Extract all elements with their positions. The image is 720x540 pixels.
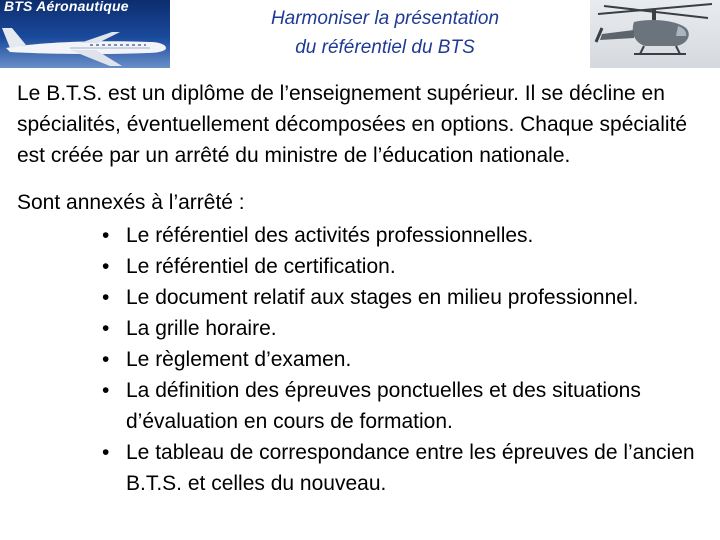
bullet-icon: • xyxy=(102,379,110,402)
list-item: • Le document relatif aux stages en milieu professionnel. xyxy=(102,282,712,313)
logo-tag: BTS Aéronautique xyxy=(4,0,129,14)
bts-aeronautique-logo xyxy=(0,0,170,68)
slide-title xyxy=(185,4,585,62)
bullet-icon: • xyxy=(102,224,110,247)
bullet-icon: • xyxy=(102,255,110,278)
annex-intro: Sont annexés à l’arrêté : xyxy=(17,191,245,214)
list-item: • Le référentiel des activités professionnelles. xyxy=(102,220,712,251)
intro-paragraph: Le B.T.S. est un diplôme de l’enseignement supérieur. Il se décline en spécialités, éventuellement décomposées en options. Chaque spécialité est créée par un arrêté du ministre de l’éducation nationale. xyxy=(17,82,688,167)
bullet-icon: • xyxy=(102,317,110,340)
bullet-icon: • xyxy=(102,348,110,371)
airplane-image xyxy=(0,14,170,68)
title-line-1: Harmoniser la présentation xyxy=(270,8,500,29)
annex-list xyxy=(102,220,712,499)
bullet-icon: • xyxy=(102,441,110,464)
list-item: • Le référentiel de certification. xyxy=(102,251,712,282)
title-line-2: du référentiel du BTS xyxy=(295,37,475,58)
list-item: • Le tableau de correspondance entre les épreuves de l’ancien B.T.S. et celles du nouveau. xyxy=(102,437,712,499)
bullet-icon: • xyxy=(102,286,110,309)
slide-body xyxy=(0,72,720,540)
list-item: • La grille horaire. xyxy=(102,313,712,344)
slide-header xyxy=(0,0,720,68)
helicopter-logo xyxy=(590,0,720,68)
list-item: • Le règlement d’examen. xyxy=(102,344,712,375)
list-item: • La définition des épreuves ponctuelles et des situations d’évaluation en cours de formation. xyxy=(102,375,712,437)
helicopter-image xyxy=(590,0,720,68)
